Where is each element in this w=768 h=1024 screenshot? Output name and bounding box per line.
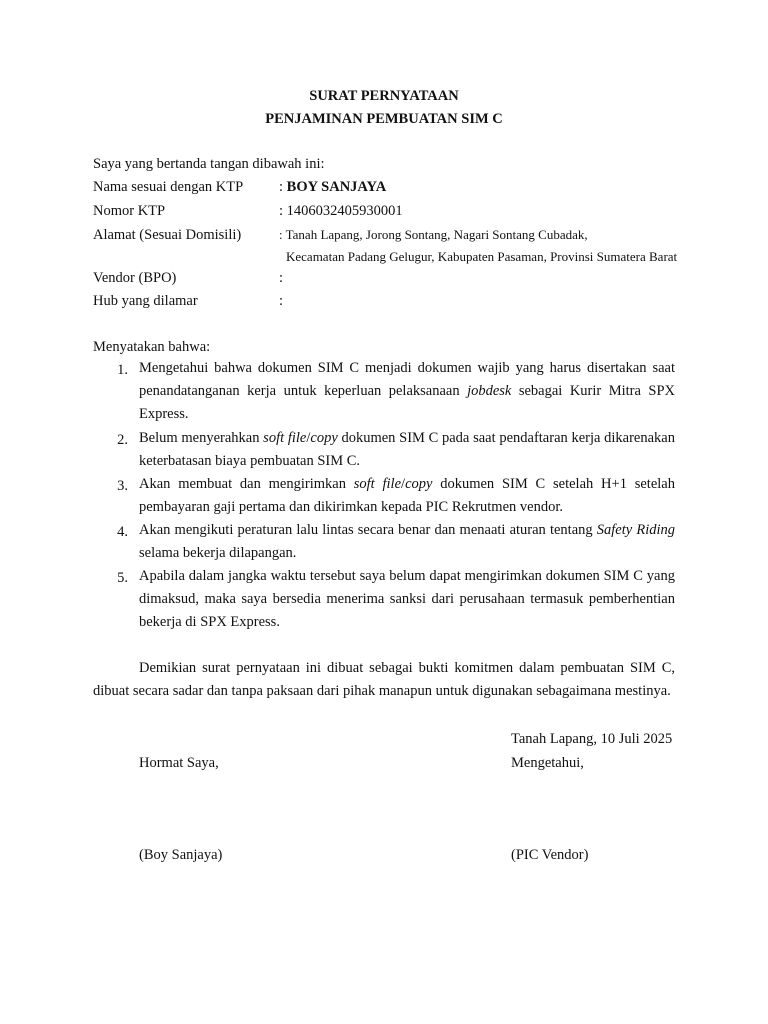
list-item-text: Mengetahui bahwa dokumen SIM C menjadi dokumen wajib yang harus disertakan saat penandatanganan kerja untuk keperluan pelaksanaan (139, 360, 675, 399)
address-line-2: Kecamatan Padang Gelugur, Kabupaten Pasaman, Provinsi Sumatera Barat (286, 249, 678, 264)
ktp-value: : 1406032405930001 (279, 203, 403, 219)
list-item-text: dokumen SIM C setelah H+1 setelah pembayaran gaji pertama dan dikirimkan kepada PIC Rekrutmen vendor. (139, 476, 675, 515)
document-subtitle: PENJAMINAN PEMBUATAN SIM C (265, 111, 503, 127)
list-item-emphasis: jobdesk (467, 383, 512, 399)
list-item (139, 427, 675, 473)
list-item (139, 565, 675, 634)
list-item-text: sebagai Kurir Mitra SPX Express. (139, 383, 675, 422)
list-item-text: / (306, 430, 311, 446)
list-item-number: 5. (117, 570, 128, 586)
address-label: Alamat (Sesuai Domisili) (93, 227, 242, 243)
list-item-emphasis: soft file (263, 430, 307, 446)
left-greeting: Hormat Saya, (139, 755, 219, 771)
statement-heading: Menyatakan bahwa: (93, 339, 211, 355)
list-item-emphasis: copy (405, 476, 433, 492)
list-item-number: 4. (117, 524, 128, 540)
list-item-emphasis: Safety Riding (596, 522, 675, 538)
list-item-emphasis: soft file (353, 476, 402, 492)
place-date: Tanah Lapang, 10 Juli 2025 (511, 731, 673, 747)
list-item-text: Apabila dalam jangka waktu tersebut saya belum dapat mengirimkan dokumen SIM C yang dimaksud, maka saya bersedia menerima sanksi dari perusahaan termasuk pemberhentian bekerja di SPX Express. (139, 568, 675, 630)
list-item (139, 519, 675, 565)
document-title: SURAT PERNYATAAN (309, 88, 459, 104)
list-item-number: 2. (117, 432, 128, 448)
hub-label: Hub yang dilamar (93, 293, 198, 309)
list-item-text: Belum menyerahkan (139, 430, 264, 446)
name-field (279, 178, 386, 196)
address-line-1: : Tanah Lapang, Jorong Sontang, Nagari Sontang Cubadak, (279, 227, 588, 242)
witness-name: (PIC Vendor) (511, 847, 589, 863)
list-item (139, 473, 675, 519)
list-item-number: 1. (117, 362, 128, 378)
list-item-text: Akan mengikuti peraturan lalu lintas secara benar dan menaati aturan tentang (139, 522, 597, 538)
vendor-label: Vendor (BPO) (93, 270, 177, 286)
closing-paragraph: Demikian surat pernyataan ini dibuat sebagai bukti komitmen dalam pembuatan SIM C, dibuat secara sadar dan tanpa paksaan dari pihak manapun untuk digunakan sebagaimana mestinya. (93, 660, 675, 699)
list-item-emphasis: copy (310, 430, 338, 446)
vendor-value: : (279, 270, 284, 286)
ktp-label: Nomor KTP (93, 203, 166, 219)
list-item-text: selama bekerja dilapangan. (139, 545, 297, 561)
list-item-text: Akan membuat dan mengirimkan (139, 476, 354, 492)
list-item-number: 3. (117, 478, 128, 494)
name-separator: : (279, 179, 287, 195)
signer-name: (Boy Sanjaya) (139, 847, 223, 863)
intro-text: Saya yang bertanda tangan dibawah ini: (93, 156, 325, 172)
list-item-text: / (401, 476, 406, 492)
name-label: Nama sesuai dengan KTP (93, 179, 244, 195)
name-value: BOY SANJAYA (286, 179, 387, 195)
hub-value: : (279, 293, 284, 309)
list-item (139, 357, 675, 426)
list-item-text: dokumen SIM C pada saat pendaftaran kerja dikarenakan keterbatasan biaya pembuatan SIM C. (139, 430, 675, 469)
right-greeting: Mengetahui, (511, 755, 584, 771)
